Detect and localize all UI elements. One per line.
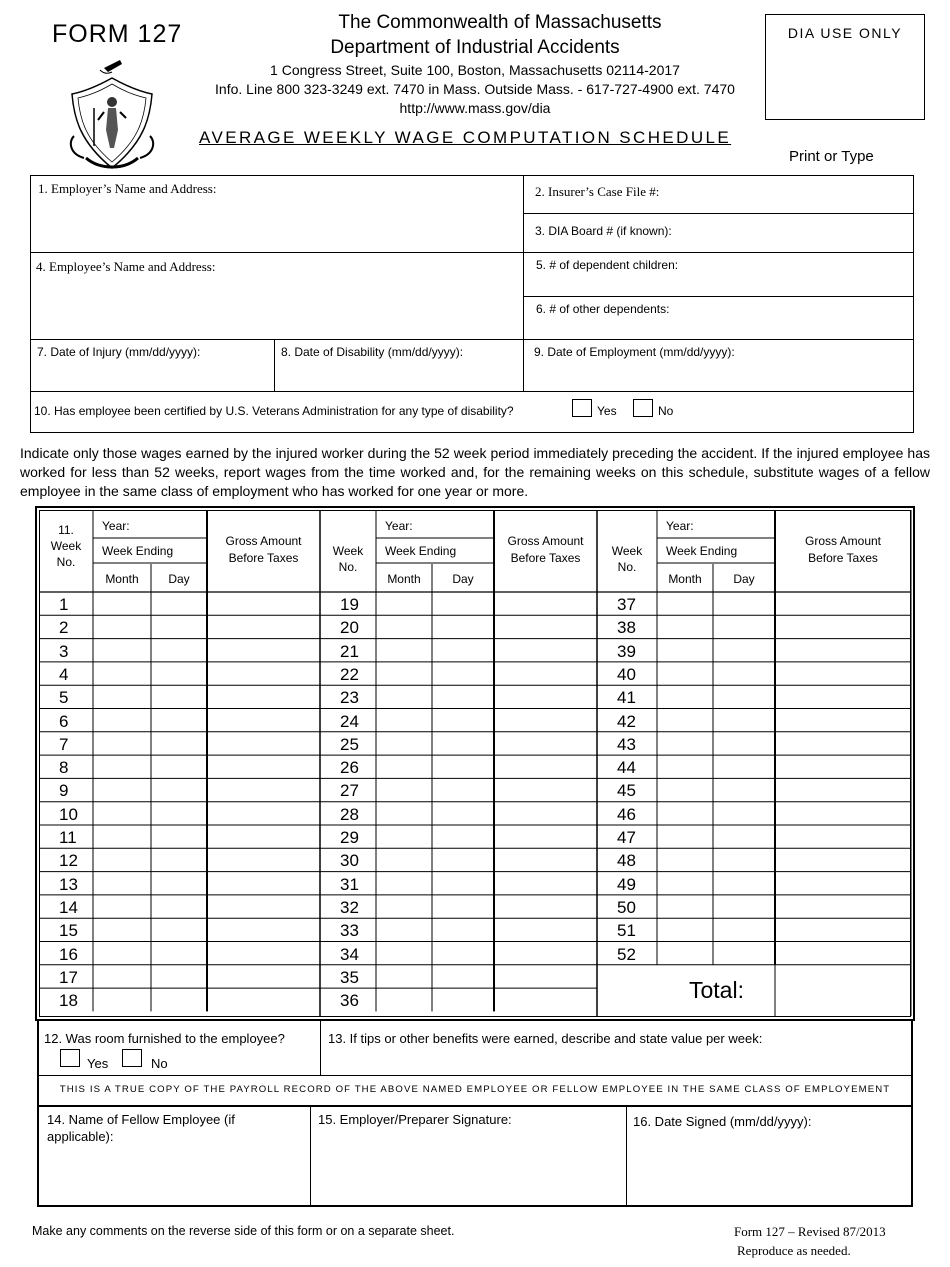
week-number: 27 bbox=[340, 781, 359, 801]
week-number: 47 bbox=[617, 828, 636, 847]
date-of-employment-field[interactable]: 9. Date of Employment (mm/dd/yyyy): bbox=[534, 345, 735, 359]
day-header: Day bbox=[168, 572, 190, 586]
week-number: 11 bbox=[59, 828, 77, 847]
week-number: 39 bbox=[617, 641, 636, 661]
week-ending-header: Week Ending bbox=[102, 544, 174, 558]
week-number: 40 bbox=[617, 664, 636, 684]
week-number: 13 bbox=[59, 874, 78, 894]
week-number: 33 bbox=[340, 921, 359, 941]
week-number: 30 bbox=[340, 851, 359, 871]
week-number: 14 bbox=[59, 897, 78, 917]
footer-reproduce: Reproduce as needed. bbox=[737, 1243, 851, 1258]
week-no-header: Week bbox=[332, 544, 364, 558]
week-ending-header: Week Ending bbox=[385, 544, 457, 558]
week-number: 41 bbox=[617, 688, 636, 708]
week-number: 43 bbox=[617, 734, 636, 754]
week-number: 9 bbox=[59, 781, 69, 801]
day-header: Day bbox=[733, 572, 755, 586]
week-number: 21 bbox=[340, 641, 359, 661]
week-number: 16 bbox=[59, 944, 78, 964]
week-no-header: Week bbox=[50, 539, 82, 553]
week-number: 42 bbox=[617, 711, 636, 731]
week-number: 34 bbox=[340, 944, 359, 964]
employee-name-address-field[interactable]: 4. Employee’s Name and Address: bbox=[36, 259, 216, 274]
instructions-text: Indicate only those wages earned by the injured worker during the 52 week period immediately preceding the accident. If the injured employee has worked for less than 52 weeks, report wages from the time worked and, for the remaining weeks on this schedule, substitute wages of a fellow employee in the same class of employment who has worked for one year or more. bbox=[20, 445, 930, 499]
room-no-checkbox[interactable] bbox=[122, 1049, 142, 1067]
year-header: Year: bbox=[102, 519, 130, 533]
veterans-yes-label: Yes bbox=[597, 404, 617, 418]
week-number: 46 bbox=[617, 804, 636, 824]
department-name: Department of Industrial Accidents bbox=[330, 37, 620, 58]
gross-amount-header: Gross Amount bbox=[804, 534, 882, 548]
fellow-employee-name-field[interactable]: 14. Name of Fellow Employee (if applicable): bbox=[47, 1112, 235, 1144]
week-number: 2 bbox=[59, 618, 69, 638]
week-number: 3 bbox=[59, 641, 69, 661]
week-no-header: No. bbox=[56, 555, 76, 569]
employer-signature-field[interactable]: 15. Employer/Preparer Signature: bbox=[318, 1112, 512, 1127]
week-number: 18 bbox=[59, 991, 78, 1011]
week-number: 29 bbox=[340, 828, 359, 847]
year-header: Year: bbox=[385, 519, 413, 533]
week-no-header: Week bbox=[611, 544, 643, 558]
week-number: 28 bbox=[340, 804, 359, 824]
week-number: 24 bbox=[340, 711, 359, 731]
insurer-case-file-field[interactable]: 2. Insurer’s Case File #: bbox=[535, 184, 660, 199]
date-signed-field[interactable]: 16. Date Signed (mm/dd/yyyy): bbox=[633, 1114, 812, 1129]
footer-comments: Make any comments on the reverse side of this form or on a separate sheet. bbox=[32, 1224, 455, 1238]
week-number: 15 bbox=[59, 921, 78, 941]
month-header: Month bbox=[105, 572, 139, 586]
room-yes-checkbox[interactable] bbox=[60, 1049, 80, 1067]
week-number: 36 bbox=[340, 991, 359, 1011]
certification-statement: THIS IS A TRUE COPY OF THE PAYROLL RECORD OF THE ABOVE NAMED EMPLOYEE OR FELLOW EMPLOYEE IN THE SAME CLASS OF EMPLOYEMENT bbox=[59, 1084, 891, 1095]
week-number: 20 bbox=[340, 618, 359, 638]
veterans-no-label: No bbox=[658, 404, 674, 418]
week-number: 35 bbox=[340, 967, 359, 987]
week-number: 5 bbox=[59, 688, 69, 708]
week-number: 4 bbox=[59, 664, 69, 684]
week-number: 44 bbox=[617, 758, 636, 778]
total-label: Total: bbox=[689, 977, 744, 1003]
week-number: 12 bbox=[59, 851, 78, 871]
week-number: 38 bbox=[617, 618, 636, 638]
year-header: Year: bbox=[666, 519, 694, 533]
website-link[interactable]: http://www.mass.gov/dia bbox=[399, 100, 551, 116]
month-header: Month bbox=[668, 572, 702, 586]
print-or-type: Print or Type bbox=[789, 148, 874, 165]
week-number: 26 bbox=[340, 758, 359, 778]
dependent-children-field[interactable]: 5. # of dependent children: bbox=[536, 258, 679, 272]
form-number: FORM 127 bbox=[52, 20, 183, 48]
room-furnished-question: 12. Was room furnished to the employee? bbox=[44, 1031, 285, 1046]
form-title: AVERAGE WEEKLY WAGE COMPUTATION SCHEDULE bbox=[199, 128, 732, 147]
week-number: 1 bbox=[59, 595, 69, 614]
department-address: 1 Congress Street, Suite 100, Boston, Massachusetts 02114-2017 bbox=[270, 62, 680, 78]
week-number: 19 bbox=[340, 595, 359, 614]
week-number: 31 bbox=[340, 874, 359, 894]
week-no-header: 11. bbox=[58, 523, 74, 537]
week-number: 8 bbox=[59, 758, 69, 778]
week-number: 48 bbox=[617, 851, 636, 871]
dia-use-only-label: DIA USE ONLY bbox=[787, 25, 903, 41]
dia-board-field[interactable]: 3. DIA Board # (if known): bbox=[535, 224, 672, 238]
gross-amount-header: Gross Amount bbox=[507, 534, 584, 548]
week-number: 52 bbox=[617, 944, 636, 964]
gross-amount-header: Before Taxes bbox=[510, 551, 581, 565]
date-of-disability-field[interactable]: 8. Date of Disability (mm/dd/yyyy): bbox=[281, 345, 464, 359]
info-line: Info. Line 800 323-3249 ext. 7470 in Mass. Outside Mass. - 617-727-4900 ext. 7470 bbox=[215, 81, 735, 97]
week-number: 22 bbox=[340, 664, 359, 684]
date-of-injury-field[interactable]: 7. Date of Injury (mm/dd/yyyy): bbox=[37, 345, 201, 359]
week-number: 10 bbox=[59, 804, 78, 824]
week-number: 49 bbox=[617, 874, 636, 894]
week-number: 6 bbox=[59, 711, 69, 731]
footer-revision: Form 127 – Revised 87/2013 bbox=[734, 1224, 886, 1239]
gross-amount-header: Before Taxes bbox=[808, 551, 878, 565]
week-number: 32 bbox=[340, 897, 359, 917]
tips-benefits-field[interactable]: 13. If tips or other benefits were earned, describe and state value per week: bbox=[328, 1031, 763, 1046]
week-number: 7 bbox=[59, 734, 69, 754]
gross-amount-header: Gross Amount bbox=[225, 534, 302, 548]
week-number: 37 bbox=[617, 595, 636, 614]
week-ending-header: Week Ending bbox=[666, 544, 738, 558]
week-number: 45 bbox=[617, 781, 636, 801]
gross-amount-header: Before Taxes bbox=[228, 551, 299, 565]
other-dependents-field[interactable]: 6. # of other dependents: bbox=[536, 302, 670, 316]
week-number: 51 bbox=[617, 921, 636, 941]
week-number: 23 bbox=[340, 688, 359, 708]
room-no-label: No bbox=[151, 1056, 168, 1071]
veterans-question: 10. Has employee been certified by U.S. Veterans Administration for any type of disability? bbox=[34, 404, 514, 418]
week-no-header: No. bbox=[338, 560, 358, 574]
month-header: Month bbox=[387, 572, 421, 586]
week-number: 17 bbox=[59, 967, 78, 987]
total-amount-field[interactable] bbox=[776, 970, 910, 1016]
employer-name-address-field[interactable]: 1. Employer’s Name and Address: bbox=[38, 181, 217, 196]
day-header: Day bbox=[452, 572, 474, 586]
week-number: 50 bbox=[617, 897, 636, 917]
week-number: 25 bbox=[340, 734, 359, 754]
week-no-header: No. bbox=[617, 560, 637, 574]
room-yes-label: Yes bbox=[87, 1056, 109, 1071]
org-name: The Commonwealth of Massachusetts bbox=[338, 12, 662, 33]
